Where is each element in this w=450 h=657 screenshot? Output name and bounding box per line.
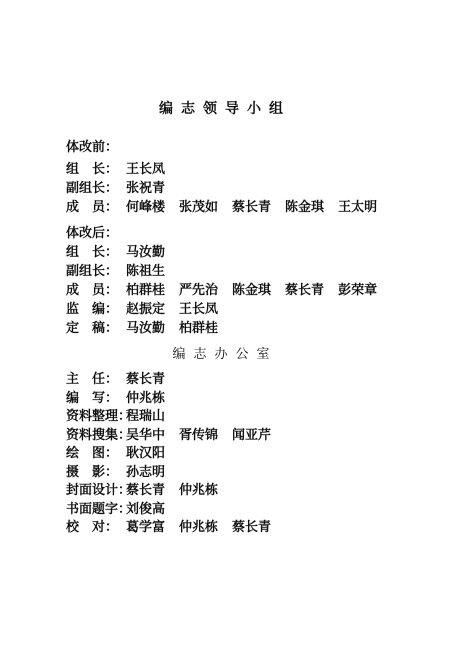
staff-row bbox=[66, 427, 271, 445]
staff-row bbox=[66, 301, 218, 319]
staff-row bbox=[66, 501, 165, 519]
role-label: 摄 影： bbox=[66, 464, 119, 480]
person-name: 仲兆栋 bbox=[179, 520, 219, 535]
staff-row bbox=[66, 408, 165, 426]
person-name: 耿汉阳 bbox=[126, 446, 166, 461]
role-label: 封面设计： bbox=[66, 483, 132, 498]
person-name: 吴华中 bbox=[126, 427, 166, 443]
person-name: 蔡长青 bbox=[126, 483, 166, 498]
role-label: 组 长： bbox=[66, 162, 119, 177]
person-name: 何峰楼 bbox=[126, 200, 166, 215]
staff-row bbox=[66, 482, 218, 500]
person-name: 陈金琪 bbox=[285, 200, 325, 215]
role-label: 副组长： bbox=[66, 264, 119, 279]
staff-row bbox=[66, 519, 271, 537]
staff-row bbox=[66, 199, 377, 217]
staff-row bbox=[66, 445, 165, 463]
person-name: 马汝勤 bbox=[126, 245, 166, 260]
staff-row bbox=[66, 180, 165, 198]
person-name: 柏群桂 bbox=[126, 283, 166, 298]
staff-row bbox=[66, 371, 165, 389]
staff-row bbox=[66, 320, 218, 338]
role-label: 书面题字： bbox=[66, 501, 132, 517]
role-label: 成 员： bbox=[66, 200, 119, 215]
person-name: 马汝勤 bbox=[126, 321, 166, 336]
after-reform-label: 体改后： bbox=[66, 226, 119, 241]
person-name: 陈祖生 bbox=[126, 264, 166, 279]
person-name: 王长凤 bbox=[179, 302, 219, 317]
role-label: 校 对： bbox=[66, 520, 119, 535]
person-name: 蔡长青 bbox=[126, 372, 166, 387]
person-name: 葛学富 bbox=[126, 520, 166, 535]
person-name: 王长凤 bbox=[126, 162, 166, 177]
role-label: 主 任： bbox=[66, 372, 119, 387]
staff-row bbox=[66, 390, 165, 408]
staff-row bbox=[66, 263, 165, 281]
staff-row bbox=[66, 244, 165, 262]
group-title: 编志领导小组 bbox=[159, 101, 291, 117]
role-label: 定 稿： bbox=[66, 321, 119, 336]
before-reform-label: 体改前： bbox=[66, 140, 119, 155]
staff-row bbox=[66, 161, 165, 179]
person-name: 程瑞山 bbox=[126, 409, 166, 424]
person-name: 仲兆栋 bbox=[179, 483, 219, 498]
person-name: 胥传锦 bbox=[179, 427, 219, 443]
role-label: 绘 图： bbox=[66, 446, 119, 461]
staff-row bbox=[66, 464, 165, 482]
person-name: 蔡长青 bbox=[232, 200, 272, 215]
role-label: 副组长： bbox=[66, 181, 119, 196]
role-label: 组 长： bbox=[66, 245, 119, 260]
office-title: 编志办公室 bbox=[172, 347, 278, 362]
person-name: 严先治 bbox=[179, 283, 219, 298]
person-name: 孙志明 bbox=[126, 464, 166, 480]
person-name: 柏群桂 bbox=[179, 321, 219, 336]
person-name: 张祝青 bbox=[126, 181, 166, 196]
staff-row bbox=[66, 282, 377, 300]
person-name: 彭荣章 bbox=[338, 283, 378, 298]
person-name: 赵振定 bbox=[126, 302, 166, 317]
person-name: 陈金琪 bbox=[232, 283, 272, 298]
role-label: 资料整理： bbox=[66, 409, 132, 424]
role-label: 编 写： bbox=[66, 390, 119, 406]
person-name: 仲兆栋 bbox=[126, 390, 166, 406]
person-name: 刘俊高 bbox=[126, 501, 166, 517]
person-name: 蔡长青 bbox=[232, 520, 272, 535]
role-label: 资料搜集： bbox=[66, 427, 132, 443]
role-label: 成 员： bbox=[66, 283, 119, 298]
person-name: 闻亚芹 bbox=[232, 427, 272, 443]
person-name: 蔡长青 bbox=[285, 283, 325, 298]
person-name: 张茂如 bbox=[179, 200, 219, 215]
role-label: 监 编： bbox=[66, 302, 119, 317]
person-name: 王太明 bbox=[338, 200, 378, 215]
